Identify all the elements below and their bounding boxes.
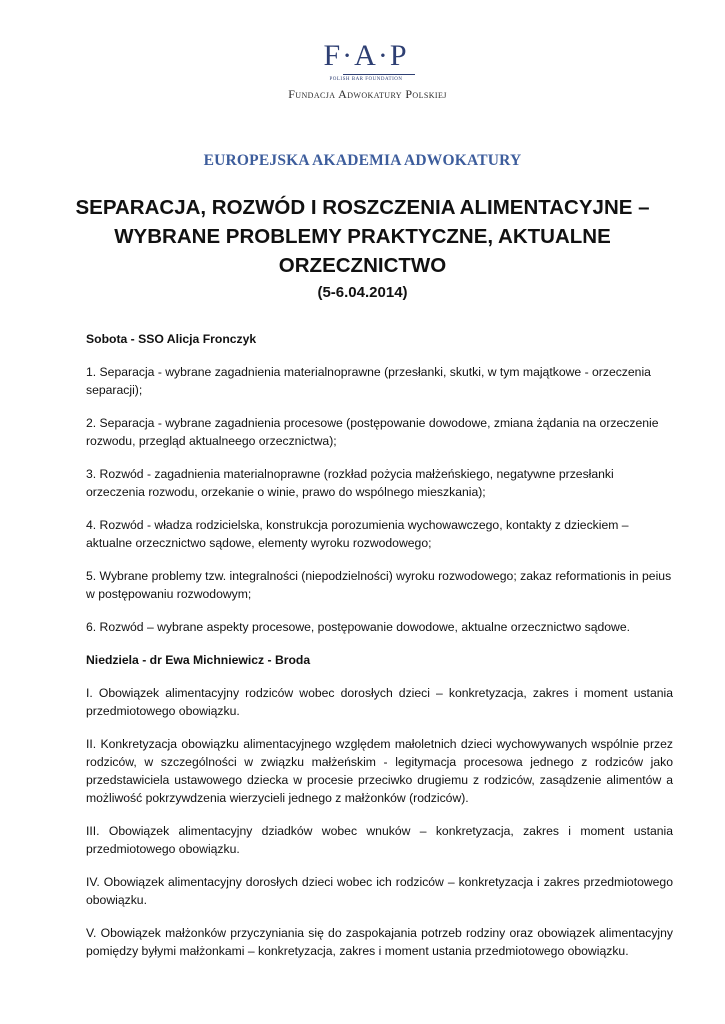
sunday-item-5: V. Obowiązek małżonków przyczyniania się do zaspokajania potrzeb rodziny oraz obowiązek alimentacyjny pomiędzy byłymi małżonkami – konkretyzacja, zakres i moment ustania przedmiotowego obowiązku.	[86, 926, 673, 958]
saturday-heading: Sobota - SSO Alicja Fronczyk	[86, 332, 257, 346]
saturday-item-2: 2. Separacja - wybrane zagadnienia procesowe (postępowanie dowodowe, zmiana żądania na orzeczenie rozwodu, przegląd aktualneego orzecznictwa);	[86, 416, 659, 448]
sunday-heading: Niedziela - dr Ewa Michniewicz - Broda	[86, 653, 311, 667]
event-dates: (5-6.04.2014)	[317, 284, 408, 301]
sunday-item-1: I. Obowiązek alimentacyjny rodziców wobec dorosłych dzieci – konkretyzacja, zakres i moment ustania przedmiotowego obowiązku.	[86, 686, 673, 718]
sunday-item-4: IV. Obowiązek alimentacyjny dorosłych dzieci wobec ich rodziców – konkretyzacja i zakres przedmiotowego obowiązku.	[86, 875, 673, 907]
document-title: SEPARACJA, ROZWÓD I ROSZCZENIA ALIMENTACYJNE – WYBRANE PROBLEMY PRAKTYCZNE, AKTUALNE ORZECZNICTWO	[75, 196, 650, 277]
sunday-item-2: II. Konkretyzacja obowiązku alimentacyjnego względem małoletnich dzieci wychowywanych wspólnie przez rodziców, w szczególności w związku małżeńskim - legitymacja procesowa jednego z rodziców jako przedstawiciela ustawowego dziecka w procesie przeciwko drugiemu z rodziców, zasądzenie alimentów a możliwość pokrzywdzenia wierzycieli jednego z małżonków (rodziców).	[86, 737, 673, 805]
academy-heading: EUROPEJSKA AKADEMIA ADWOKATURY	[203, 152, 522, 169]
logo-name: Fundacja Adwokatury Polskiej	[288, 87, 447, 101]
saturday-item-6: 6. Rozwód – wybrane aspekty procesowe, postępowanie dowodowe, aktualne orzecznictwo sądowe.	[86, 620, 631, 634]
program-content	[86, 330, 673, 975]
sunday-item-3: III. Obowiązek alimentacyjny dziadków wobec wnuków – konkretyzacja, zakres i moment ustania przedmiotowego obowiązku.	[86, 824, 673, 856]
saturday-item-4: 4. Rozwód - władza rodzicielska, konstrukcja porozumienia wychowawczego, kontakty z dzieckiem – aktualne orzecznictwo sądowe, elementy wyroku rozwodowego;	[86, 518, 629, 550]
saturday-item-3: 3. Rozwód - zagadnienia materialnoprawne (rozkład pożycia małżeńskiego, negatywne przesłanki orzeczenia rozwodu, orzekanie o winie, prawo do wspólnego mieszkania);	[86, 467, 614, 499]
saturday-item-1: 1. Separacja - wybrane zagadnienia materialnoprawne (przesłanki, skutki, w tym majątkowe - orzeczenia separacji);	[86, 365, 651, 397]
saturday-item-5: 5. Wybrane problemy tzw. integralności (niepodzielności) wyroku rozwodowego; zakaz reformationis in peius w postępowaniu rozwodowym;	[86, 569, 672, 601]
logo-rule	[343, 74, 415, 75]
logo-mark: F·A·P	[323, 39, 409, 72]
logo-subtitle: POLISH BAR FOUNDATION	[329, 77, 403, 82]
fap-logo	[288, 39, 470, 102]
